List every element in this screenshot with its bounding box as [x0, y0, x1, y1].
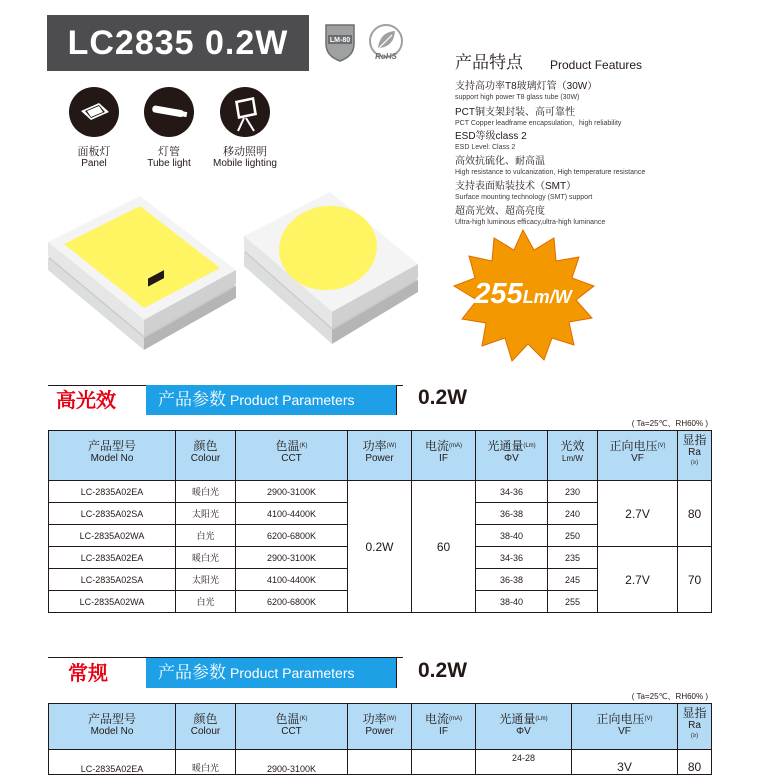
feature-en: High resistance to vulcanization, High temperature resistance — [455, 169, 646, 176]
app-panel-cn: 面板灯 — [77, 146, 111, 158]
lm80-label: LM-80 — [329, 37, 351, 44]
colour-cell: 暖白光 — [176, 547, 236, 569]
section2-box-edge — [396, 658, 404, 688]
feature-cn: 支持表面贴装技术（SMT） — [455, 181, 577, 192]
features-title-en: Product Features — [550, 58, 643, 72]
cct-cell: 2900-3100K — [236, 750, 348, 775]
power-cell: 0.2W — [348, 481, 412, 613]
efficacy-cell: 250 — [548, 525, 598, 547]
header-flux: 光通量$^{(Lm)}$ ΦV — [476, 431, 548, 481]
section1-power: 0.2W — [418, 386, 468, 409]
header-cct: 色温$^{(K)}$ CCT — [236, 704, 348, 750]
spec-table-high-efficacy — [48, 430, 712, 613]
model-cell: LC-2835A02EA — [49, 481, 176, 503]
header-colour: 颜色 Colour — [176, 431, 236, 481]
efficacy-value — [448, 278, 598, 311]
ra-cell: 80 — [678, 481, 712, 547]
feature-en: support high power T8 glass tube (30W) — [455, 94, 580, 101]
header-cct: 色温$^{(K)}$ CCT — [236, 431, 348, 481]
if-cell — [412, 750, 476, 775]
product-title: LC2835 0.2W — [67, 24, 289, 62]
feature-en: Surface mounting technology (SMT) support — [455, 194, 593, 201]
colour-cell: 太阳光 — [176, 569, 236, 591]
efficacy-cell: 230 — [548, 481, 598, 503]
colour-cell: 暖白光 — [176, 481, 236, 503]
section2-title: 常规 — [68, 663, 108, 685]
header-ra: 显指 Ra (≥) — [678, 431, 712, 481]
header-vf: 正向电压$^{(V)}$ VF — [572, 704, 678, 750]
table-row — [49, 750, 712, 775]
cct-cell: 6200-6800K — [236, 525, 348, 547]
cct-cell: 6200-6800K — [236, 591, 348, 613]
header-if: 电流$^{(mA)}$ IF — [412, 431, 476, 481]
app-mobile-en: Mobile lighting — [213, 158, 277, 169]
efficacy-cell: 235 — [548, 547, 598, 569]
efficacy-unit: Lm/W — [522, 287, 572, 307]
flux-cell: 38-40 — [476, 591, 548, 613]
section2-condition-note: ( Ta=25℃、RH60% ) — [631, 692, 708, 701]
header-ra: 显指 Ra (≥) — [678, 704, 712, 750]
section2-box-en: Product Parameters — [230, 665, 355, 681]
section1-box-edge — [396, 385, 404, 415]
power-cell — [348, 750, 412, 775]
header-colour: 颜色 Colour — [176, 704, 236, 750]
app-mobile-cn: 移动照明 — [223, 146, 267, 158]
ra-cell: 70 — [678, 547, 712, 613]
model-cell: LC-2835A02EA — [49, 547, 176, 569]
model-cell: LC-2835A02EA — [49, 750, 176, 775]
header-if: 电流$^{(mA)}$ IF — [412, 704, 476, 750]
section1-title: 高光效 — [56, 390, 116, 412]
colour-cell: 太阳光 — [176, 503, 236, 525]
led-chip-round-image — [238, 188, 423, 358]
vf-cell: 3V — [572, 750, 678, 775]
section2-param-box — [146, 658, 396, 688]
app-tube-en: Tube light — [147, 158, 191, 169]
feature-cn: PCT铜支架封装、高可靠性 — [455, 107, 575, 118]
section1-param-box — [146, 385, 396, 415]
features-title-cn: 产品特点 — [455, 53, 523, 72]
ra-cell: 80 — [678, 750, 712, 775]
model-cell: LC-2835A02WA — [49, 525, 176, 547]
colour-cell: 暖白光 — [176, 750, 236, 775]
flux-cell: 36-38 — [476, 569, 548, 591]
model-cell: LC-2835A02SA — [49, 569, 176, 591]
colour-cell: 白光 — [176, 525, 236, 547]
feature-cn: ESD等级class 2 — [455, 131, 527, 142]
cct-cell: 2900-3100K — [236, 481, 348, 503]
header-power: 功率$^{(W)}$ Power — [348, 704, 412, 750]
spec-table-standard — [48, 703, 712, 775]
header-model: 产品型号 Model No — [49, 704, 176, 750]
table-row — [49, 481, 712, 503]
panel-light-icon — [69, 87, 119, 137]
header-flux: 光通量$^{(Lm)}$ ΦV — [476, 704, 572, 750]
section1-condition-note: ( Ta=25℃、RH60% ) — [631, 419, 708, 428]
section1-box-cn: 产品参数 — [158, 390, 226, 409]
if-cell: 60 — [412, 481, 476, 613]
section2-power: 0.2W — [418, 659, 468, 682]
flux-cell: 34-36 — [476, 481, 548, 503]
efficacy-number: 255 — [474, 278, 523, 310]
header-model: 产品型号 Model No — [49, 431, 176, 481]
model-cell: LC-2835A02SA — [49, 503, 176, 525]
feature-en: PCT Copper leadframe encapsulation，high reliability — [455, 120, 622, 127]
feature-cn: 支持高功率T8玻璃灯管（30W） — [455, 81, 598, 92]
efficacy-cell: 245 — [548, 569, 598, 591]
feature-cn: 超高光效、超高亮度 — [455, 206, 545, 217]
section2-box-cn: 产品参数 — [158, 663, 226, 682]
section1-box-en: Product Parameters — [230, 392, 355, 408]
header-power: 功率$^{(W)}$ Power — [348, 431, 412, 481]
app-panel-en: Panel — [81, 158, 107, 169]
vf-cell: 2.7V — [598, 547, 678, 613]
vf-cell: 2.7V — [598, 481, 678, 547]
efficacy-cell: 240 — [548, 503, 598, 525]
app-tube-cn: 灯管 — [158, 146, 180, 158]
header-efficacy: 光效 Lm/W — [548, 431, 598, 481]
feature-en: ESD Level: Class 2 — [455, 144, 516, 151]
flux-cell: 36-38 — [476, 503, 548, 525]
cct-cell: 2900-3100K — [236, 547, 348, 569]
feature-en: Ultra-high luminous efficacy,ultra-high luminance — [455, 219, 606, 226]
cct-cell: 4100-4400K — [236, 569, 348, 591]
header-vf: 正向电压$^{(V)}$ VF — [598, 431, 678, 481]
flux-cell: 38-40 — [476, 525, 548, 547]
colour-cell: 白光 — [176, 591, 236, 613]
flux-cell: 34-36 — [476, 547, 548, 569]
mobile-lighting-icon — [220, 87, 270, 137]
model-cell: LC-2835A02WA — [49, 591, 176, 613]
led-chip-square-image — [40, 188, 240, 358]
tube-light-icon — [144, 87, 194, 137]
feature-cn: 高效抗硫化、耐高温 — [455, 156, 545, 167]
rohs-label: RoHS — [375, 52, 397, 61]
flux-cell: 24-28 — [476, 750, 572, 775]
efficacy-cell: 255 — [548, 591, 598, 613]
cct-cell: 4100-4400K — [236, 503, 348, 525]
